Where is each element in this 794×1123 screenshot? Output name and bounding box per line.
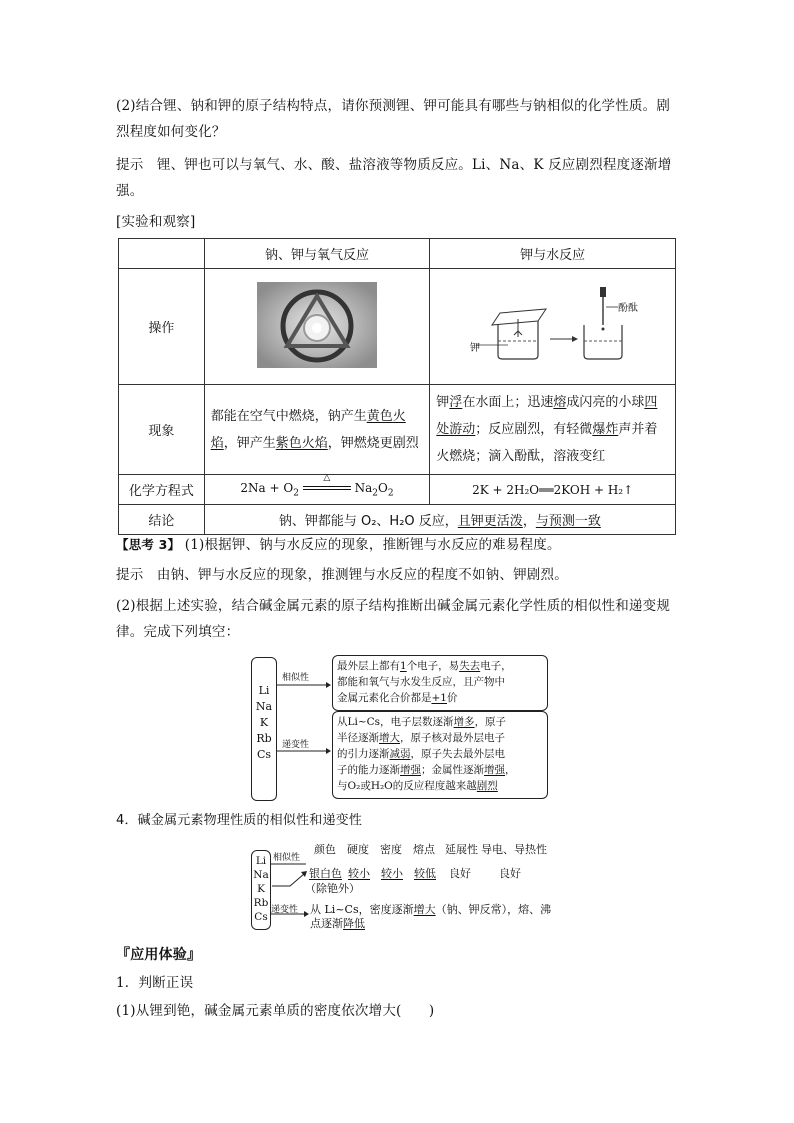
phenolphthalein-label: 酚酞 — [617, 302, 638, 314]
value-ductility: 良好 — [449, 867, 471, 880]
element-list: Li Na K Rb Cs — [253, 855, 269, 923]
value-hardness: 较小 — [348, 867, 370, 880]
phys-gradual-line2: 点逐渐降低 — [310, 917, 365, 930]
gradual-label: 递变性 — [282, 740, 310, 750]
table-corner — [119, 239, 205, 269]
header-color: 颜色 — [314, 843, 336, 856]
exception-note: （除铯外） — [305, 882, 360, 895]
potassium-label: 钾 — [469, 342, 480, 354]
row-label-conclusion: 结论 — [119, 505, 205, 535]
row-label-equation: 化学方程式 — [119, 475, 205, 505]
heat-condition: △ — [323, 473, 331, 484]
section4-title: 4．碱金属元素物理性质的相似性和递变性 — [116, 813, 363, 828]
row-label-operation: 操作 — [119, 269, 205, 385]
equation-oxygen: $2Na + O_2$ △ $Na_2O_2$ — [204, 475, 430, 505]
header-ductility: 延展性 — [445, 843, 478, 856]
value-conductivity: 良好 — [499, 867, 521, 880]
combustion-photo — [257, 282, 377, 368]
think3-label: 【思考 3】 — [116, 537, 181, 552]
header-density: 密度 — [380, 843, 402, 856]
phenomenon-oxygen: 都能在空气中燃烧，钠产生黄色火焰，钾产生紫色火焰，钾燃烧更剧烈 — [204, 385, 430, 475]
row-label-phenomenon: 现象 — [119, 385, 205, 475]
equation-water: 2K + 2H₂O══2KOH + H₂↑ — [430, 475, 676, 505]
element-list: Li Na K Rb Cs — [255, 684, 273, 761]
experiment-heading: [实验和观察] — [116, 214, 196, 230]
apply-heading: 『应用体验』 — [116, 947, 202, 963]
col-header-oxygen: 钠、钾与氧气反应 — [204, 239, 430, 269]
similarity-box: 最外层上都有1个电子，易失去电子， 都能和氧气与水发生反应，且产物中 金属元素化合价都是+1价 — [332, 655, 548, 711]
chem-properties-diagram — [250, 655, 545, 803]
conclusion-cell: 钠、钾都能与 O₂、H₂O 反应，且钾更活泼，与预测一致 — [204, 505, 675, 535]
think3-q2: (2)根据上述实验，结合碱金属元素的原子结构推断出碱金属元素化学性质的相似性和递变规律。完成下列填空： — [116, 598, 671, 640]
apply-q1: (1)从锂到铯，碱金属元素单质的密度依次增大( ) — [116, 1003, 435, 1019]
phys-gradual-line1: 从 Li~Cs，密度逐渐增大（钠、钾反常），熔、沸 — [310, 903, 552, 916]
col-header-water: 钾与水反应 — [430, 239, 676, 269]
header-hardness: 硬度 — [347, 843, 369, 856]
value-color: 银白色 — [309, 867, 342, 880]
apparatus-diagram — [468, 285, 638, 365]
similar-label: 相似性 — [282, 673, 310, 683]
think3-hint: 提示 由钠、钾与水反应的现象，推测锂与水反应的程度不如钠、钾剧烈。 — [116, 567, 568, 583]
value-density: 较小 — [381, 867, 403, 880]
question-paragraph: (2)结合锂、钠和钾的原子结构特点，请你预测锂、钾可能具有哪些与钠相似的化学性质。剧烈程度如何变化？ — [116, 98, 671, 140]
apply-item1: 1．判断正误 — [116, 975, 194, 991]
hint-label: 提示 — [116, 567, 144, 583]
apparatus-cell — [430, 269, 676, 385]
phenomenon-water: 钾浮在水面上；迅速熔成闪亮的小球四处游动；反应剧烈，有轻微爆炸声并着火燃烧；滴入酚酞，溶液变红 — [430, 385, 676, 475]
gradual-label: 递变性 — [271, 905, 299, 915]
similar-label: 相似性 — [273, 853, 301, 863]
photo-cell — [204, 269, 430, 385]
phys-properties-diagram — [250, 840, 550, 930]
gradual-box: 从Li~Cs，电子层数逐渐增多，原子 半径逐渐增大，原子核对最外层电子 的引力逐渐减弱，原子失去最外层电 子的能力逐渐增强；金属性逐渐增强， 与O₂或H₂O的反应程度越来越剧烈 — [332, 711, 548, 799]
experiment-table — [118, 238, 676, 535]
header-melting: 熔点 — [413, 843, 435, 856]
hint-label: 提示 — [116, 157, 144, 173]
hint-paragraph: 提示 锂、钾也可以与氧气、水、酸、盐溶液等物质反应。Li、Na、K 反应剧烈程度逐渐增强。 — [116, 157, 672, 199]
value-melting: 较低 — [414, 867, 436, 880]
think3-q1: 【思考 3】 (1)根据钾、钠与水反应的现象，推断锂与水反应的难易程度。 — [116, 537, 561, 553]
header-conductivity: 导电、导热性 — [481, 843, 547, 856]
